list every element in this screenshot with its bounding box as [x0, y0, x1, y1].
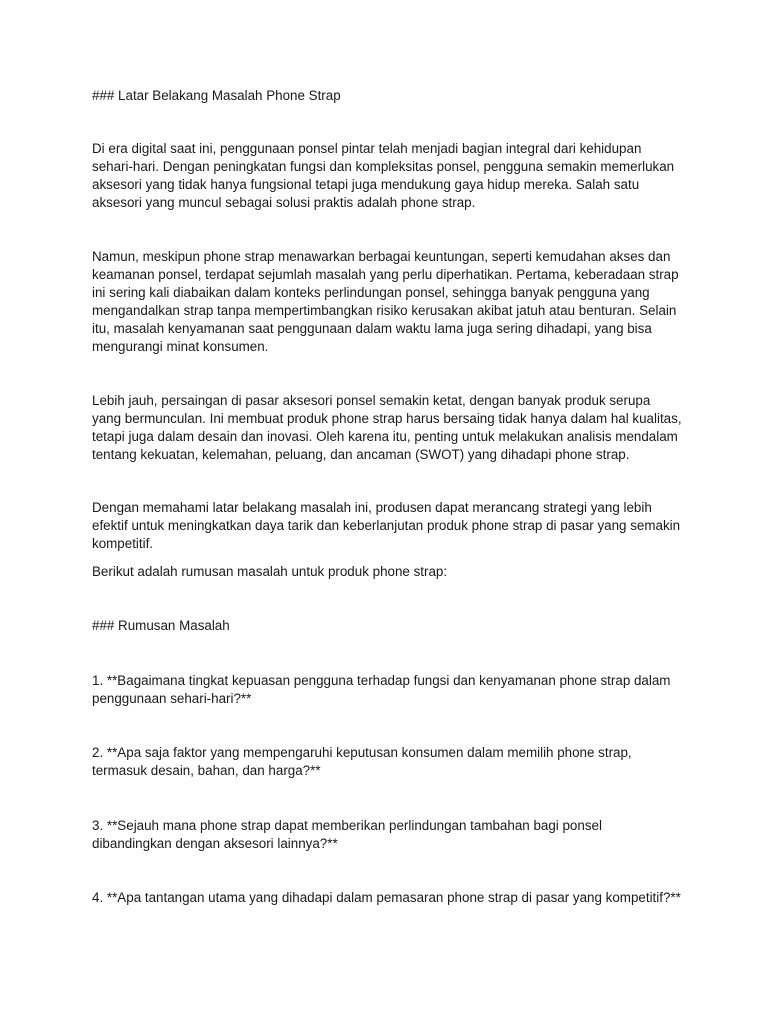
heading-latar-belakang: ### Latar Belakang Masalah Phone Strap [92, 88, 341, 103]
heading-rumusan-masalah: ### Rumusan Masalah [92, 618, 230, 633]
question-2: 2. **Apa saja faktor yang mempengaruhi keputusan konsumen dalam memilih phone strap, termasuk desain, bahan, dan harga?** [92, 745, 632, 778]
paragraph-1: Di era digital saat ini, penggunaan ponsel pintar telah menjadi bagian integral dari kehidupan sehari-hari. Dengan peningkatan fungsi dan kompleksitas ponsel, pengguna semakin memerlukan aksesori yang tidak hanya fungsional tetapi juga mendukung gaya hidup mereka. Salah satu aksesori yang muncul sebagai solusi praktis adalah phone strap. [92, 141, 675, 210]
paragraph-2: Namun, meskipun phone strap menawarkan berbagai keuntungan, seperti kemudahan akses dan keamanan ponsel, terdapat sejumlah masalah yang perlu diperhatikan. Pertama, keberadaan strap ini sering kali diabaikan dalam konteks perlindungan ponsel, sehingga banyak pengguna yang mengandalkan strap tanpa mempertimbangkan risiko kerusakan akibat jatuh atau benturan. Selain itu, masalah kenyamanan saat penggunaan dalam waktu lama juga sering dihadapi, yang bisa mengurangi minat konsumen. [92, 249, 679, 354]
paragraph-3: Lebih jauh, persaingan di pasar aksesori ponsel semakin ketat, dengan banyak produk serupa yang bermunculan. Ini membuat produk phone strap harus bersaing tidak hanya dalam hal kualitas, tetapi juga dalam desain dan inovasi. Oleh karena itu, penting untuk melakukan analisis mendalam tentang kekuatan, kelemahan, peluang, dan ancaman (SWOT) yang dihadapi phone strap. [92, 393, 682, 462]
question-4: 4. **Apa tantangan utama yang dihadapi dalam pemasaran phone strap di pasar yang kompetitif?** [92, 890, 681, 905]
paragraph-4: Dengan memahami latar belakang masalah ini, produsen dapat merancang strategi yang lebih efektif untuk meningkatkan daya tarik dan keberlanjutan produk phone strap di pasar yang semakin kompetitif. [92, 500, 681, 551]
question-3: 3. **Sejauh mana phone strap dapat memberikan perlindungan tambahan bagi ponsel dibandingkan dengan aksesori lainnya?** [92, 818, 602, 851]
paragraph-5: Berikut adalah rumusan masalah untuk produk phone strap: [92, 564, 448, 579]
question-1: 1. **Bagaimana tingkat kepuasan pengguna terhadap fungsi dan kenyamanan phone strap dalam penggunaan sehari-hari?** [92, 673, 671, 706]
